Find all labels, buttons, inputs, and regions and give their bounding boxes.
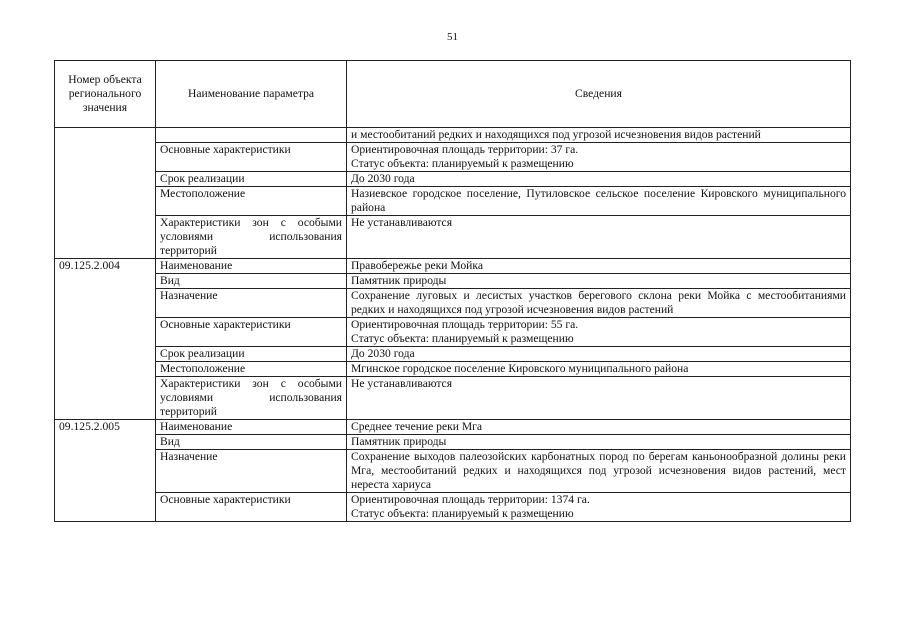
- object-number-cell: 09.125.2.004: [55, 259, 156, 420]
- value-line: Статус объекта: планируемый к размещению: [351, 332, 574, 345]
- table-header-row: [55, 61, 851, 128]
- parameter-cell: Местоположение: [156, 187, 347, 216]
- parameter-cell: Наименование: [156, 420, 347, 435]
- table-row: [55, 318, 851, 347]
- value-cell: [347, 362, 851, 377]
- table-row: [55, 216, 851, 259]
- value-line: Ориентировочная площадь территории: 37 га.: [351, 143, 579, 156]
- value-line: Памятник природы: [351, 274, 447, 287]
- value-line: Не устанавливаются: [351, 216, 453, 229]
- value-cell: [347, 347, 851, 362]
- table-row: [55, 362, 851, 377]
- value-line: До 2030 года: [351, 347, 415, 360]
- value-cell: [347, 420, 851, 435]
- table-row: [55, 493, 851, 522]
- value-cell: [347, 128, 851, 143]
- header-details: Сведения: [347, 61, 851, 128]
- value-cell: [347, 318, 851, 347]
- parameter-cell: Основные характеристики: [156, 318, 347, 347]
- value-cell: [347, 274, 851, 289]
- value-cell: [347, 493, 851, 522]
- value-line: Ориентировочная площадь территории: 1374 га.: [351, 493, 590, 506]
- parameter-cell: Срок реализации: [156, 347, 347, 362]
- value-line: Не устанавливаются: [351, 377, 453, 390]
- table-row: [55, 128, 851, 143]
- value-cell: [347, 172, 851, 187]
- object-number-cell: 09.125.2.005: [55, 420, 156, 522]
- value-cell: [347, 259, 851, 274]
- table-row: [55, 289, 851, 318]
- value-line: Сохранение выходов палеозойских карбонатных пород по берегам каньонообразной долины реки Мга, местообитаний редких и находящихся под угрозой исчезновения видов растений, мест нереста хариуса: [351, 450, 846, 491]
- header-object-number: Номер объекта регионального значения: [55, 61, 156, 128]
- parameter-cell: Назначение: [156, 289, 347, 318]
- table-row: [55, 187, 851, 216]
- parameter-cell: Местоположение: [156, 362, 347, 377]
- parameter-cell: Характеристики зон с особыми условиями использования территорий: [156, 377, 347, 420]
- value-line: Правобережье реки Мойка: [351, 259, 483, 272]
- value-cell: [347, 450, 851, 493]
- table-row: [55, 172, 851, 187]
- page-number: 51: [447, 31, 458, 43]
- parameter-cell: Назначение: [156, 450, 347, 493]
- table-row: [55, 450, 851, 493]
- value-line: Статус объекта: планируемый к размещению: [351, 157, 574, 170]
- parameter-cell: Характеристики зон с особыми условиями использования территорий: [156, 216, 347, 259]
- parameter-cell: Основные характеристики: [156, 143, 347, 172]
- value-line: Сохранение луговых и лесистых участков берегового склона реки Мойка с местообитаниями редких и находящихся под угрозой исчезновения видов растений: [351, 289, 846, 316]
- parameter-cell: Срок реализации: [156, 172, 347, 187]
- header-parameter: Наименование параметра: [156, 61, 347, 128]
- object-number-cell: [55, 128, 156, 259]
- value-cell: [347, 377, 851, 420]
- parameter-cell: [156, 128, 347, 143]
- table-row: [55, 377, 851, 420]
- parameter-cell: Вид: [156, 435, 347, 450]
- table-row: [55, 274, 851, 289]
- value-line: Статус объекта: планируемый к размещению: [351, 507, 574, 520]
- parameter-cell: Основные характеристики: [156, 493, 347, 522]
- value-line: До 2030 года: [351, 172, 415, 185]
- value-cell: [347, 143, 851, 172]
- value-line: Ориентировочная площадь территории: 55 га.: [351, 318, 579, 331]
- value-line: Мгинское городское поселение Кировского муниципального района: [351, 362, 689, 375]
- value-line: Памятник природы: [351, 435, 447, 448]
- table-row: [55, 143, 851, 172]
- value-cell: [347, 187, 851, 216]
- value-cell: [347, 289, 851, 318]
- value-cell: [347, 216, 851, 259]
- parameter-cell: Вид: [156, 274, 347, 289]
- value-line: Среднее течение реки Мга: [351, 420, 483, 433]
- table-row: [55, 259, 851, 274]
- table-row: [55, 420, 851, 435]
- value-cell: [347, 435, 851, 450]
- value-line: и местообитаний редких и находящихся под угрозой исчезновения видов растений: [351, 128, 761, 141]
- parameter-cell: Наименование: [156, 259, 347, 274]
- document-table: [54, 60, 851, 522]
- value-line: Назиевское городское поселение, Путиловское сельское поселение Кировского муниципального района: [351, 187, 846, 214]
- table-row: [55, 435, 851, 450]
- table-row: [55, 347, 851, 362]
